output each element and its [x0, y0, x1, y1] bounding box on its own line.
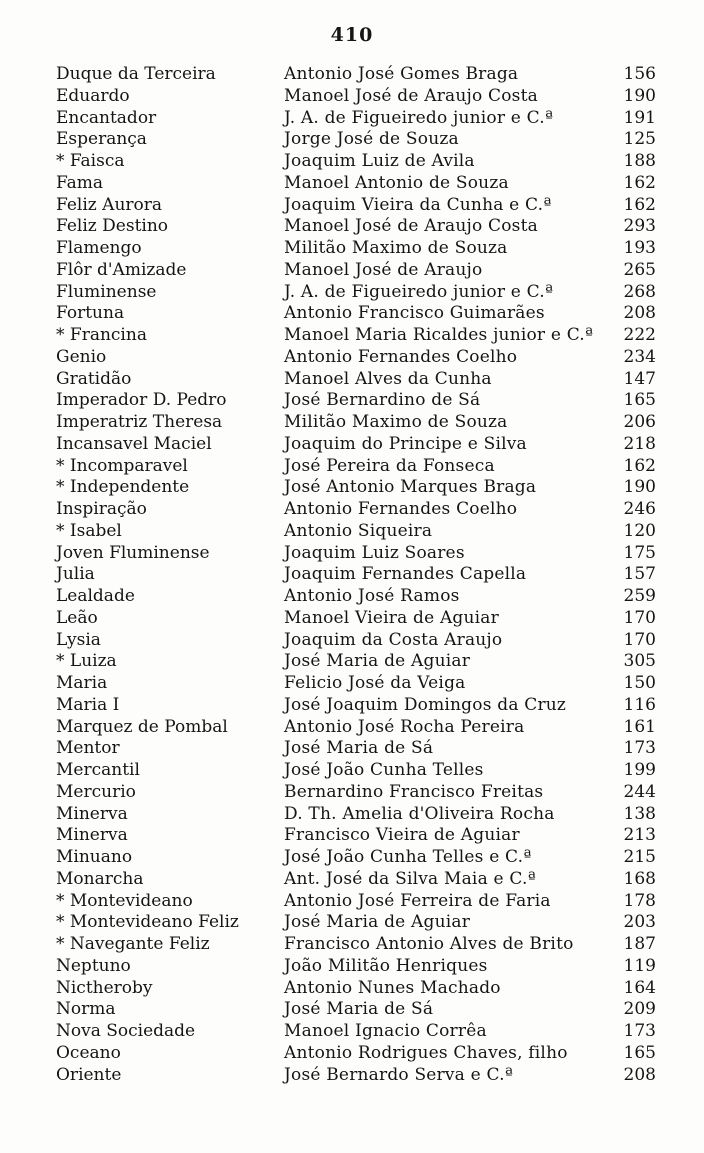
vessel-name: * Faisca: [56, 151, 125, 171]
owner-name: Francisco Vieira de Aguiar: [284, 825, 520, 846]
register-row: [56, 782, 666, 804]
vessel-name: Feliz Aurora: [56, 194, 163, 215]
register-row: [56, 847, 666, 869]
owner-name: Antonio Francisco Guimarães: [284, 303, 545, 324]
vessel-name: Mercantil: [56, 760, 140, 780]
tonnage: 259: [623, 586, 656, 606]
owner-name: Manoel Antonio de Souza: [284, 172, 509, 193]
tonnage: 213: [623, 825, 656, 846]
tonnage: 234: [623, 346, 656, 367]
owner-name: Felicio José da Veiga: [284, 673, 466, 693]
vessel-name: Mentor: [56, 738, 120, 759]
tonnage: 206: [623, 412, 656, 432]
vessel-name: Minuano: [56, 847, 133, 867]
owner-name: Joaquim da Costa Araujo: [284, 629, 503, 650]
owner-name: José Antonio Marques Braga: [284, 477, 537, 498]
vessel-name: Maria I: [56, 694, 120, 715]
vessel-name: Minerva: [56, 825, 128, 846]
vessel-name: Oceano: [56, 1042, 121, 1063]
register-row: [56, 325, 666, 347]
tonnage: 165: [623, 1042, 656, 1063]
tonnage: 305: [623, 651, 656, 672]
tonnage: 162: [623, 455, 656, 476]
register-row: [56, 216, 666, 238]
tonnage: 265: [623, 259, 656, 280]
tonnage: 293: [623, 216, 656, 237]
tonnage: 246: [623, 499, 656, 519]
tonnage: 156: [623, 64, 656, 84]
vessel-name: Fluminense: [56, 281, 157, 302]
owner-name: D. Th. Amelia d'Oliveira Rocha: [284, 803, 555, 824]
tonnage: 188: [623, 151, 656, 171]
tonnage: 173: [623, 738, 656, 759]
vessel-name: Flôr d'Amizade: [56, 259, 187, 280]
owner-name: Antonio José Ramos: [284, 586, 460, 606]
tonnage: 150: [623, 673, 656, 693]
vessel-name: * Incomparavel: [56, 455, 188, 476]
owner-name: Militão Maximo de Souza: [284, 238, 508, 258]
tonnage: 193: [623, 238, 656, 258]
vessel-name: * Francina: [56, 325, 147, 345]
register-row: [56, 760, 666, 782]
owner-name: José Pereira da Fonseca: [284, 455, 495, 476]
vessel-name: Mercurio: [56, 781, 136, 802]
tonnage: 147: [623, 368, 656, 389]
register-row: [56, 412, 666, 434]
register-row: [56, 695, 666, 717]
owner-name: José Maria de Sá: [284, 999, 434, 1020]
vessel-name: Monarcha: [56, 868, 144, 889]
vessel-name: Fortuna: [56, 303, 125, 324]
register-row: [56, 151, 666, 173]
owner-name: José João Cunha Telles: [284, 760, 484, 780]
vessel-name: Duque da Terceira: [56, 64, 216, 84]
owner-name: Ant. José da Silva Maia e C.ª: [284, 868, 536, 889]
vessel-name: Oriente: [56, 1064, 122, 1085]
vessel-name: Joven Fluminense: [56, 542, 210, 563]
owner-name: Antonio Nunes Machado: [284, 977, 501, 998]
tonnage: 168: [623, 868, 656, 889]
vessel-name: Leão: [56, 607, 98, 628]
register-row: [56, 825, 666, 847]
tonnage: 209: [623, 999, 656, 1020]
owner-name: J. A. de Figueiredo junior e C.ª: [284, 281, 554, 302]
owner-name: Manoel Ignacio Corrêa: [284, 1021, 487, 1041]
tonnage: 187: [623, 934, 656, 954]
owner-name: J. A. de Figueiredo junior e C.ª: [284, 107, 554, 128]
register-row: [56, 238, 666, 260]
register-row: [56, 651, 666, 673]
register-row: [56, 891, 666, 913]
vessel-name: Flamengo: [56, 238, 142, 258]
register-row: [56, 956, 666, 978]
tonnage: 125: [623, 129, 656, 150]
owner-name: Bernardino Francisco Freitas: [284, 781, 544, 802]
vessel-name: Lealdade: [56, 586, 135, 606]
owner-name: Manoel José de Araujo Costa: [284, 216, 538, 237]
register-row: [56, 717, 666, 739]
vessel-name: * Isabel: [56, 520, 122, 541]
register-row: [56, 282, 666, 304]
vessel-name: Imperador D. Pedro: [56, 390, 227, 411]
owner-name: Manoel José de Araujo: [284, 259, 483, 280]
owner-name: José Bernardo Serva e C.ª: [284, 1064, 513, 1085]
owner-name: José Maria de Aguiar: [284, 912, 471, 933]
vessel-name: Incansavel Maciel: [56, 433, 212, 454]
tonnage: 116: [623, 694, 656, 715]
register-row: [56, 586, 666, 608]
register-row: [56, 86, 666, 108]
owner-name: Antonio José Rocha Pereira: [284, 716, 525, 737]
owner-name: Antonio José Ferreira de Faria: [284, 890, 551, 911]
register-row: [56, 673, 666, 695]
vessel-name: Julia: [56, 564, 95, 585]
owner-name: Jorge José de Souza: [284, 129, 459, 150]
register-row: [56, 108, 666, 130]
register-row: [56, 521, 666, 543]
register-row: [56, 934, 666, 956]
tonnage: 218: [623, 433, 656, 454]
register-row: [56, 1065, 666, 1087]
owner-name: José Maria de Aguiar: [284, 651, 471, 672]
tonnage: 222: [623, 325, 656, 345]
register-row: [56, 999, 666, 1021]
tonnage: 165: [623, 390, 656, 411]
vessel-name: Imperatriz Theresa: [56, 412, 223, 432]
vessel-name: Marquez de Pombal: [56, 716, 228, 737]
register-row: [56, 630, 666, 652]
tonnage: 203: [623, 912, 656, 933]
register-row: [56, 912, 666, 934]
vessel-name: Feliz Destino: [56, 216, 169, 237]
register-row: [56, 173, 666, 195]
owner-name: Antonio Fernandes Coelho: [284, 346, 518, 367]
tonnage: 162: [623, 194, 656, 215]
owner-name: Joaquim Luiz Soares: [284, 542, 465, 563]
owner-name: Francisco Antonio Alves de Brito: [284, 934, 574, 954]
owner-name: Joaquim Vieira da Cunha e C.ª: [284, 194, 552, 215]
tonnage: 215: [623, 847, 656, 867]
vessel-name: Inspiração: [56, 499, 147, 519]
vessel-name: Maria: [56, 673, 108, 693]
owner-name: Antonio Siqueira: [284, 520, 433, 541]
register-row: [56, 369, 666, 391]
register-row: [56, 434, 666, 456]
owner-name: Manoel Maria Ricaldes junior e C.ª: [284, 325, 594, 345]
register-row: [56, 195, 666, 217]
vessel-name: Minerva: [56, 803, 128, 824]
vessel-register-list: [56, 64, 666, 1086]
register-row: [56, 869, 666, 891]
page-number: 410: [330, 24, 374, 46]
register-row: [56, 390, 666, 412]
tonnage: 157: [623, 564, 656, 585]
owner-name: Joaquim Fernandes Capella: [284, 564, 527, 585]
vessel-name: Norma: [56, 999, 116, 1020]
register-row: [56, 456, 666, 478]
register-row: [56, 978, 666, 1000]
tonnage: 190: [623, 477, 656, 498]
vessel-name: * Luiza: [56, 651, 117, 672]
register-row: [56, 543, 666, 565]
vessel-name: Encantador: [56, 107, 157, 128]
vessel-name: Eduardo: [56, 85, 130, 106]
owner-name: José Maria de Sá: [284, 738, 434, 759]
register-row: [56, 64, 666, 86]
tonnage: 173: [623, 1021, 656, 1041]
tonnage: 199: [623, 760, 656, 780]
tonnage: 170: [623, 629, 656, 650]
register-row: [56, 608, 666, 630]
tonnage: 244: [623, 781, 656, 802]
owner-name: Joaquim Luiz de Avila: [284, 151, 475, 171]
tonnage: 164: [623, 977, 656, 998]
vessel-name: Nova Sociedade: [56, 1021, 196, 1041]
vessel-name: * Independente: [56, 477, 190, 498]
tonnage: 208: [623, 1064, 656, 1085]
tonnage: 120: [623, 520, 656, 541]
owner-name: Antonio Rodrigues Chaves, filho: [284, 1042, 568, 1063]
tonnage: 268: [623, 281, 656, 302]
owner-name: João Militão Henriques: [284, 955, 488, 976]
tonnage: 161: [623, 716, 656, 737]
owner-name: José Joaquim Domingos da Cruz: [284, 694, 567, 715]
tonnage: 208: [623, 303, 656, 324]
owner-name: José Bernardino de Sá: [284, 390, 481, 411]
register-row: [56, 564, 666, 586]
register-row: [56, 738, 666, 760]
owner-name: Militão Maximo de Souza: [284, 412, 508, 432]
owner-name: José João Cunha Telles e C.ª: [284, 847, 532, 867]
register-row: [56, 303, 666, 325]
owner-name: Manoel José de Araujo Costa: [284, 85, 538, 106]
vessel-name: Lysia: [56, 629, 101, 650]
vessel-name: Nictheroby: [56, 977, 153, 998]
vessel-name: Fama: [56, 172, 104, 193]
owner-name: Joaquim do Principe e Silva: [284, 433, 527, 454]
vessel-name: * Montevideano: [56, 890, 193, 911]
tonnage: 175: [623, 542, 656, 563]
tonnage: 138: [623, 803, 656, 824]
register-row: [56, 129, 666, 151]
owner-name: Antonio José Gomes Braga: [284, 64, 519, 84]
vessel-name: Genio: [56, 346, 107, 367]
tonnage: 190: [623, 85, 656, 106]
vessel-name: Neptuno: [56, 955, 131, 976]
vessel-name: * Montevideano Feliz: [56, 912, 239, 933]
register-row: [56, 1043, 666, 1065]
register-row: [56, 1021, 666, 1043]
vessel-name: Esperança: [56, 129, 147, 150]
vessel-name: * Navegante Feliz: [56, 934, 210, 954]
tonnage: 162: [623, 172, 656, 193]
vessel-name: Gratidão: [56, 368, 132, 389]
owner-name: Manoel Vieira de Aguiar: [284, 607, 499, 628]
tonnage: 191: [623, 107, 656, 128]
register-row: [56, 260, 666, 282]
owner-name: Antonio Fernandes Coelho: [284, 499, 518, 519]
tonnage: 178: [623, 890, 656, 911]
register-row: [56, 347, 666, 369]
register-row: [56, 477, 666, 499]
tonnage: 170: [623, 607, 656, 628]
owner-name: Manoel Alves da Cunha: [284, 368, 492, 389]
register-row: [56, 499, 666, 521]
tonnage: 119: [623, 955, 656, 976]
register-row: [56, 804, 666, 826]
